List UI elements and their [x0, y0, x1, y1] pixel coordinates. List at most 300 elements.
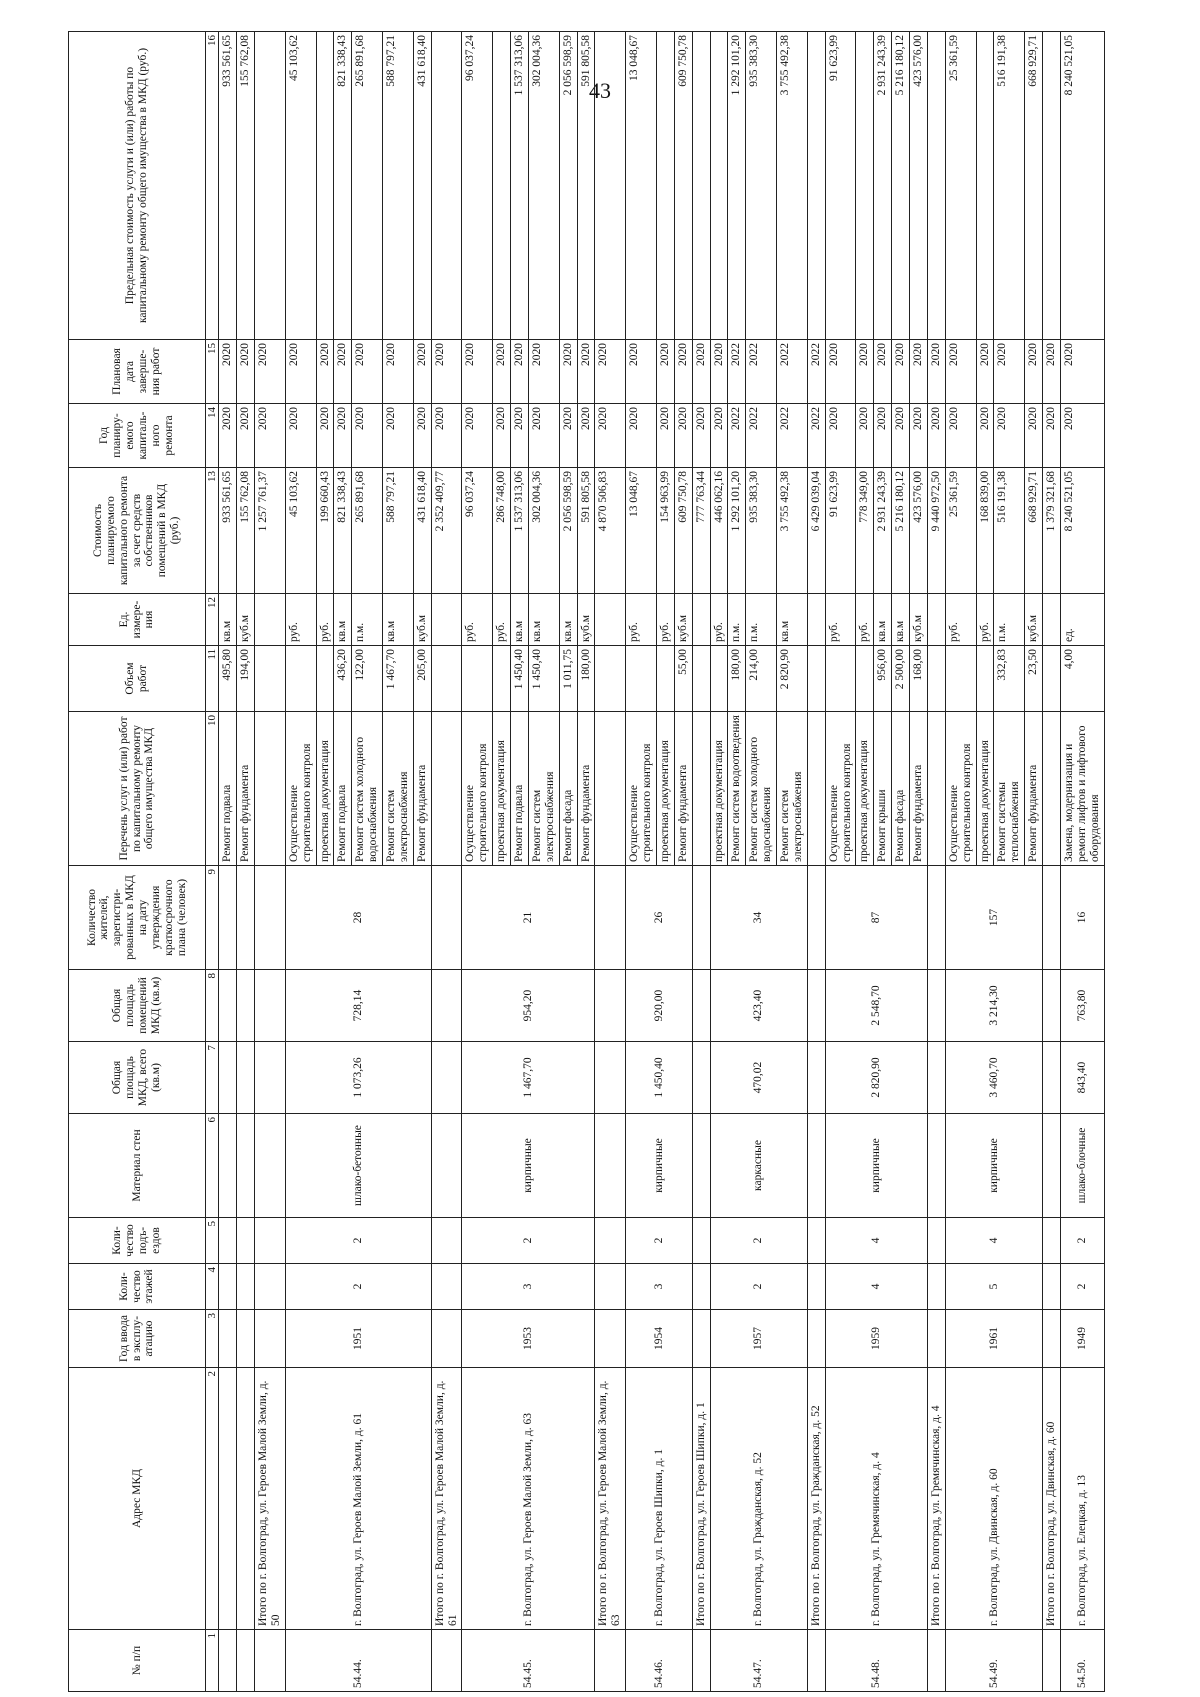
total-label: Итого по г. Волгоград, ул. Героев Малой Земли, д. 63: [595, 1368, 626, 1630]
record-no: 54.48.: [825, 1630, 927, 1692]
total-year: 2020: [595, 404, 626, 468]
cell-col-11: [595, 646, 626, 712]
cell-col-12: куб.м: [577, 594, 595, 646]
cell-col-11: 495,80: [219, 646, 237, 712]
cell-col-14: 2020: [383, 404, 414, 468]
record-walls: шлако-блочные: [1060, 1114, 1104, 1218]
table-row: [219, 32, 237, 1692]
table-row: [710, 32, 728, 1692]
cell-col-9: [1043, 866, 1061, 970]
cell-col-10: Ремонт систем электроснабжения: [777, 712, 808, 866]
record-area-rooms: 423,40: [710, 970, 807, 1042]
cell-col-6: [255, 1114, 286, 1218]
cell-col-10: проектная документация: [316, 712, 334, 866]
cell-col-7: [431, 1042, 462, 1114]
cell-col-7: [927, 1042, 945, 1114]
cell-col-15: 2020: [674, 340, 692, 404]
cell-col-4: [219, 1264, 237, 1310]
cell-col-12: руб.: [976, 594, 994, 646]
record-area-rooms: 920,00: [626, 970, 693, 1042]
cell-col-12: [1043, 594, 1061, 646]
cell-col-11: 180,00: [728, 646, 746, 712]
cell-col-16: 25 361,59: [945, 32, 976, 340]
cell-col-12: [692, 594, 710, 646]
column-number-15: 15: [206, 340, 219, 404]
cell-col-12: п.м.: [352, 594, 383, 646]
cell-col-11: 2 500,00: [892, 646, 910, 712]
cell-col-14: 2020: [285, 404, 316, 468]
cell-col-16: [692, 32, 710, 340]
column-header-12: Ед. измере-ния: [69, 594, 206, 646]
cell-col-16: 1 537 313,06: [511, 32, 529, 340]
cell-col-10: Ремонт фасада: [892, 712, 910, 866]
table-row: [285, 32, 316, 1692]
cell-col-7: [595, 1042, 626, 1114]
record-walls: кирпичные: [945, 1114, 1042, 1218]
total-sum: 4 870 506,83: [595, 468, 626, 594]
cell-col-12: руб.: [462, 594, 493, 646]
cell-col-15: 2020: [874, 340, 892, 404]
cell-col-13: 96 037,24: [462, 468, 493, 594]
cell-col-15: 2020: [910, 340, 928, 404]
cell-col-15: 2020: [945, 340, 976, 404]
record-residents: 34: [710, 866, 807, 970]
cell-col-13: 668 929,71: [1025, 468, 1043, 594]
cell-col-4: [807, 1264, 825, 1310]
cell-col-16: 265 891,68: [352, 32, 383, 340]
cell-col-13: 609 750,78: [674, 468, 692, 594]
record-address: г. Волгоград, ул. Елецкая, д. 13: [1060, 1368, 1104, 1630]
cell-col-14: 2020: [255, 404, 286, 468]
cell-col-13: 265 891,68: [352, 468, 383, 594]
cell-col-10: Ремонт фундамента: [577, 712, 595, 866]
record-area-total: 3 460,70: [945, 1042, 1042, 1114]
cell-col-3: [595, 1310, 626, 1368]
total-label: Итого по г. Волгоград, ул. Героев Шипки, д. 1: [692, 1368, 710, 1630]
total-row: [807, 32, 825, 1692]
column-header-2: Адрес МКД: [69, 1368, 206, 1630]
cell-col-10: [1043, 712, 1061, 866]
cell-col-15: 2020: [352, 340, 383, 404]
cell-col-10: [692, 712, 710, 866]
record-entrances: 2: [626, 1218, 693, 1264]
cell-col-16: 45 103,62: [285, 32, 316, 340]
cell-col-13: 591 805,58: [577, 468, 595, 594]
cell-col-8: [219, 970, 237, 1042]
cell-col-10: Осуществление строительного контроля: [462, 712, 493, 866]
cell-col-11: [1043, 646, 1061, 712]
cell-col-11: [431, 646, 462, 712]
record-year: 1957: [710, 1310, 807, 1368]
table-row: [626, 32, 657, 1692]
column-number-16: 16: [206, 32, 219, 340]
cell-col-16: 935 383,30: [746, 32, 777, 340]
total-sum: 6 429 039,04: [807, 468, 825, 594]
cell-col-15: 2020: [577, 340, 595, 404]
record-no: 54.50.: [1060, 1630, 1104, 1692]
cell-col-9: [807, 866, 825, 970]
record-year: 1954: [626, 1310, 693, 1368]
cell-col-12: кв.м: [383, 594, 414, 646]
record-floors: 2: [710, 1264, 807, 1310]
record-no: 54.45.: [462, 1630, 595, 1692]
cell-col-16: [656, 32, 674, 340]
record-residents: 16: [1060, 866, 1104, 970]
record-year: 1959: [825, 1310, 927, 1368]
record-year: 1951: [285, 1310, 431, 1368]
cell-col-12: п.м.: [728, 594, 746, 646]
record-area-rooms: 2 548,70: [825, 970, 927, 1042]
cell-col-10: Ремонт фундамента: [1025, 712, 1043, 866]
cell-col-12: руб.: [825, 594, 856, 646]
cell-col-12: кв.м: [892, 594, 910, 646]
cell-col-16: [856, 32, 874, 340]
cell-col-11: [710, 646, 728, 712]
cell-col-15: 2020: [656, 340, 674, 404]
cell-col-10: Ремонт подвала: [511, 712, 529, 866]
cell-col-12: кв.м: [219, 594, 237, 646]
cell-col-16: 302 004,36: [528, 32, 559, 340]
cell-col-16: 5 216 180,12: [892, 32, 910, 340]
cell-col-10: Ремонт подвала: [219, 712, 237, 866]
cell-col-13: 516 191,38: [994, 468, 1025, 594]
record-area-rooms: 728,14: [285, 970, 431, 1042]
cell-col-13: 168 839,00: [976, 468, 994, 594]
record-year: 1961: [945, 1310, 1042, 1368]
cell-col-13: 91 623,99: [825, 468, 856, 594]
column-header-14: Год планиру-емого капиталь-ного ремонта: [69, 404, 206, 468]
cell-col-12: руб.: [856, 594, 874, 646]
cell-col-5: [595, 1218, 626, 1264]
cell-col-14: 2020: [976, 404, 994, 468]
column-number-4: 4: [206, 1264, 219, 1310]
cell-col-8: [1043, 970, 1061, 1042]
cell-col-12: руб.: [493, 594, 511, 646]
cell-col-12: куб.м: [237, 594, 255, 646]
cell-col-5: [692, 1218, 710, 1264]
column-number-9: 9: [206, 866, 219, 970]
cell-col-11: [626, 646, 657, 712]
cell-col-10: проектная документация: [710, 712, 728, 866]
cell-col-6: [431, 1114, 462, 1218]
table-row: [825, 32, 856, 1692]
cell-col-16: [493, 32, 511, 340]
cell-col-4: [927, 1264, 945, 1310]
record-floors: 2: [285, 1264, 431, 1310]
record-area-rooms: 3 214,30: [945, 970, 1042, 1042]
cell-col-14: 2020: [316, 404, 334, 468]
cell-col-16: 591 805,58: [577, 32, 595, 340]
column-number-11: 11: [206, 646, 219, 712]
cell-col-12: руб.: [285, 594, 316, 646]
record-entrances: 4: [945, 1218, 1042, 1264]
cell-col-16: [807, 32, 825, 340]
cell-col-10: [807, 712, 825, 866]
cell-col-1: [807, 1630, 825, 1692]
cell-col-12: ед.: [1060, 594, 1104, 646]
cell-col-13: 5 216 180,12: [892, 468, 910, 594]
cell-col-11: 1 450,40: [511, 646, 529, 712]
cell-col-13: 3 755 492,38: [777, 468, 808, 594]
column-number-row: [206, 32, 219, 1692]
cell-col-12: руб.: [710, 594, 728, 646]
cell-col-7: [807, 1042, 825, 1114]
cell-col-12: куб.м: [1025, 594, 1043, 646]
cell-col-11: [976, 646, 994, 712]
cell-col-11: 956,00: [874, 646, 892, 712]
cell-col-10: Ремонт фундамента: [674, 712, 692, 866]
record-no: 54.44.: [285, 1630, 431, 1692]
cell-col-13: 2 931 243,39: [874, 468, 892, 594]
column-number-6: 6: [206, 1114, 219, 1218]
cell-col-14: 2020: [352, 404, 383, 468]
record-walls: кирпичные: [462, 1114, 595, 1218]
cell-col-10: Ремонт фундамента: [413, 712, 431, 866]
cell-col-16: [710, 32, 728, 340]
total-row: [1043, 32, 1061, 1692]
cell-col-11: 332,83: [994, 646, 1025, 712]
cell-col-8: [237, 970, 255, 1042]
cell-col-13: 423 576,00: [910, 468, 928, 594]
cell-col-13: 1 292 101,20: [728, 468, 746, 594]
record-floors: 3: [626, 1264, 693, 1310]
cell-col-12: кв.м: [334, 594, 352, 646]
cell-col-6: [237, 1114, 255, 1218]
cell-col-13: 588 797,21: [383, 468, 414, 594]
cell-col-15: 2020: [285, 340, 316, 404]
cell-col-7: [237, 1042, 255, 1114]
cell-col-4: [595, 1264, 626, 1310]
cell-col-16: 91 623,99: [825, 32, 856, 340]
cell-col-14: 2020: [656, 404, 674, 468]
cell-col-8: [595, 970, 626, 1042]
capital-repair-table: [68, 31, 1105, 1692]
cell-col-15: 2020: [316, 340, 334, 404]
cell-col-12: [927, 594, 945, 646]
cell-col-6: [927, 1114, 945, 1218]
total-label: Итого по г. Волгоград, ул. Двинская, д. 60: [1043, 1368, 1061, 1630]
cell-col-8: [431, 970, 462, 1042]
column-header-15: Плановая дата заверше-ния работ: [69, 340, 206, 404]
cell-col-10: Ремонт систем электроснабжения: [383, 712, 414, 866]
cell-col-16: [595, 32, 626, 340]
cell-col-9: [255, 866, 286, 970]
cell-col-14: 2020: [237, 404, 255, 468]
table-header: [69, 32, 206, 1692]
cell-col-3: [807, 1310, 825, 1368]
cell-col-15: 2020: [219, 340, 237, 404]
cell-col-13: 1 257 761,37: [255, 468, 286, 594]
cell-col-8: [692, 970, 710, 1042]
cell-col-4: [692, 1264, 710, 1310]
cell-col-12: кв.м: [559, 594, 577, 646]
cell-col-10: Осуществление строительного контроля: [285, 712, 316, 866]
cell-col-14: 2020: [528, 404, 559, 468]
cell-col-8: [927, 970, 945, 1042]
cell-col-13: 935 383,30: [746, 468, 777, 594]
record-residents: 21: [462, 866, 595, 970]
cell-col-15: 2020: [237, 340, 255, 404]
column-header-16: Предельная стоимость услуги и (или) работы по капитальному ремонту общего имущества в МКД (руб.): [69, 32, 206, 340]
cell-col-14: 2020: [334, 404, 352, 468]
cell-col-10: Ремонт системы теплоснабжения: [994, 712, 1025, 866]
cell-col-15: 2020: [994, 340, 1025, 404]
cell-col-7: [255, 1042, 286, 1114]
total-year: 2020: [1043, 404, 1061, 468]
cell-col-13: 8 240 521,05: [1060, 468, 1104, 594]
table-row: [237, 32, 255, 1692]
cell-col-16: 668 929,71: [1025, 32, 1043, 340]
column-number-3: 3: [206, 1310, 219, 1368]
record-address: г. Волгоград, ул. Героев Малой Земли, д. 61: [285, 1368, 431, 1630]
table-row: [945, 32, 976, 1692]
cell-col-16: 2 056 598,59: [559, 32, 577, 340]
cell-col-6: [1043, 1114, 1061, 1218]
cell-col-15: 2020: [528, 340, 559, 404]
cell-col-9: [692, 866, 710, 970]
column-number-2: 2: [206, 1368, 219, 1630]
column-number-10: 10: [206, 712, 219, 866]
record-area-total: 2 820,90: [825, 1042, 927, 1114]
cell-col-1: [219, 1630, 237, 1692]
cell-col-15: 2022: [746, 340, 777, 404]
cell-col-13: 155 762,08: [237, 468, 255, 594]
cell-col-11: [493, 646, 511, 712]
cell-col-11: 122,00: [352, 646, 383, 712]
total-row: [431, 32, 462, 1692]
cell-col-14: 2020: [626, 404, 657, 468]
total-completion-year: 2020: [431, 340, 462, 404]
cell-col-11: 194,00: [237, 646, 255, 712]
record-year: 1953: [462, 1310, 595, 1368]
cell-col-15: 2020: [559, 340, 577, 404]
cell-col-14: 2020: [1060, 404, 1104, 468]
cell-col-13: 2 056 598,59: [559, 468, 577, 594]
cell-col-11: 1 467,70: [383, 646, 414, 712]
record-area-rooms: 954,20: [462, 970, 595, 1042]
cell-col-11: 168,00: [910, 646, 928, 712]
cell-col-16: 2 931 243,39: [874, 32, 892, 340]
cell-col-12: кв.м: [874, 594, 892, 646]
cell-col-5: [927, 1218, 945, 1264]
cell-col-16: 588 797,21: [383, 32, 414, 340]
cell-col-11: 1 011,75: [559, 646, 577, 712]
cell-col-14: 2020: [856, 404, 874, 468]
cell-col-12: кв.м: [528, 594, 559, 646]
cell-col-1: [927, 1630, 945, 1692]
record-floors: 4: [825, 1264, 927, 1310]
cell-col-12: [255, 594, 286, 646]
record-year: 1949: [1060, 1310, 1104, 1368]
total-label: Итого по г. Волгоград, ул. Героев Малой Земли, д. 61: [431, 1368, 462, 1630]
column-header-3: Год ввода в эксплу-атацию: [69, 1310, 206, 1368]
cell-col-3: [927, 1310, 945, 1368]
cell-col-12: [807, 594, 825, 646]
cell-col-15: 2022: [777, 340, 808, 404]
record-floors: 2: [1060, 1264, 1104, 1310]
cell-col-14: 2022: [728, 404, 746, 468]
cell-col-3: [219, 1310, 237, 1368]
cell-col-15: 2020: [892, 340, 910, 404]
cell-col-5: [255, 1218, 286, 1264]
cell-col-13: 286 748,00: [493, 468, 511, 594]
cell-col-10: проектная документация: [856, 712, 874, 866]
cell-col-6: [807, 1114, 825, 1218]
cell-col-15: 2020: [825, 340, 856, 404]
cell-col-13: 302 004,36: [528, 468, 559, 594]
total-completion-year: 2020: [692, 340, 710, 404]
cell-col-16: 516 191,38: [994, 32, 1025, 340]
cell-col-14: 2020: [511, 404, 529, 468]
cell-col-1: [692, 1630, 710, 1692]
cell-col-16: 96 037,24: [462, 32, 493, 340]
cell-col-7: [692, 1042, 710, 1114]
cell-col-11: 180,00: [577, 646, 595, 712]
cell-col-6: [219, 1114, 237, 1218]
cell-col-14: 2020: [1025, 404, 1043, 468]
cell-col-12: п.м.: [746, 594, 777, 646]
table-body: [206, 32, 1105, 1692]
cell-col-6: [595, 1114, 626, 1218]
record-entrances: 2: [710, 1218, 807, 1264]
cell-col-4: [431, 1264, 462, 1310]
column-header-11: Объем работ: [69, 646, 206, 712]
cell-col-13: 778 349,00: [856, 468, 874, 594]
cell-col-10: проектная документация: [656, 712, 674, 866]
cell-col-12: куб.м: [910, 594, 928, 646]
cell-col-13: 933 561,65: [219, 468, 237, 594]
cell-col-15: 2020: [334, 340, 352, 404]
cell-col-10: Ремонт систем холодного водоснабжения: [746, 712, 777, 866]
cell-col-11: 214,00: [746, 646, 777, 712]
cell-col-2: [237, 1368, 255, 1630]
cell-col-11: 436,20: [334, 646, 352, 712]
column-number-12: 12: [206, 594, 219, 646]
cell-col-14: 2020: [945, 404, 976, 468]
cell-col-16: 431 618,40: [413, 32, 431, 340]
cell-col-14: 2020: [219, 404, 237, 468]
cell-col-14: 2022: [746, 404, 777, 468]
cell-col-10: Ремонт крыши: [874, 712, 892, 866]
cell-col-16: 8 240 521,05: [1060, 32, 1104, 340]
column-number-7: 7: [206, 1042, 219, 1114]
column-header-7: Общая площадь МКД, всего (кв.м): [69, 1042, 206, 1114]
cell-col-16: 821 338,43: [334, 32, 352, 340]
cell-col-10: Осуществление строительного контроля: [825, 712, 856, 866]
cell-col-4: [255, 1264, 286, 1310]
cell-col-12: куб.м: [674, 594, 692, 646]
cell-col-12: [595, 594, 626, 646]
cell-col-9: [431, 866, 462, 970]
cell-col-14: 2020: [710, 404, 728, 468]
cell-col-10: [431, 712, 462, 866]
cell-col-7: [219, 1042, 237, 1114]
cell-col-3: [692, 1310, 710, 1368]
cell-col-14: 2020: [674, 404, 692, 468]
record-area-total: 843,40: [1060, 1042, 1104, 1114]
cell-col-12: руб.: [316, 594, 334, 646]
record-walls: шлако-бетонные: [285, 1114, 431, 1218]
cell-col-13: 25 361,59: [945, 468, 976, 594]
cell-col-15: 2020: [383, 340, 414, 404]
total-sum: 1 379 321,68: [1043, 468, 1061, 594]
cell-col-10: Осуществление строительного контроля: [626, 712, 657, 866]
cell-col-12: куб.м: [413, 594, 431, 646]
cell-col-10: Ремонт фасада: [559, 712, 577, 866]
record-area-total: 1 073,26: [285, 1042, 431, 1114]
cell-col-14: 2020: [825, 404, 856, 468]
record-area-total: 1 450,40: [626, 1042, 693, 1114]
